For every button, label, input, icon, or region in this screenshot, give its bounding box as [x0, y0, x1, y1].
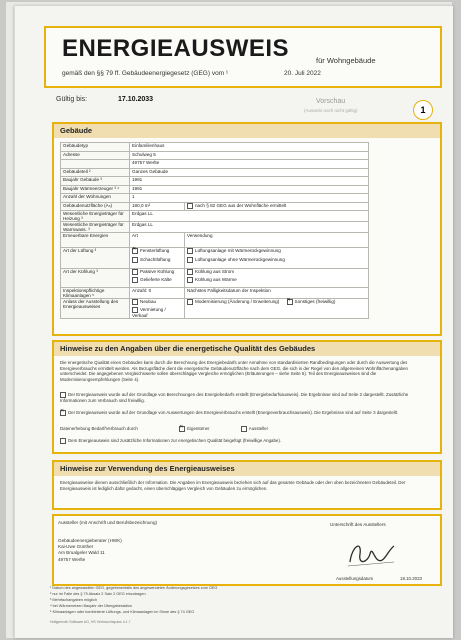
usage-text: Energieausweise dienen ausschließlich der Information. Die Angaben im Energieausweis beziehen sich auf das gesamte Gebäude oder den oben bezeichneten Gebäudeteil. Der Energieausweis ist lediglich dafür gedacht, einen überschlägigen Vergleich von Gebäuden zu ermöglichen.: [60, 480, 406, 491]
table-row: Gebäudetyp Einfamilienhaus: [61, 143, 369, 152]
table-row: Anzahl der Wohnungen 1: [61, 194, 369, 203]
valid-until-date: 17.10.2033: [118, 96, 154, 103]
building-section-title: Gebäude: [54, 124, 440, 138]
header-box: [44, 26, 442, 88]
table-row: Gebäudenutzfläche (Aₙ) 180,0 m² nach § 82 GEG aus der Wohnfläche ermittelt: [61, 202, 369, 211]
checkbox-modernisierung[interactable]: [187, 299, 193, 305]
checkbox-additional-info[interactable]: [60, 438, 66, 444]
checkbox-lueftung-ohne-wrg[interactable]: [187, 257, 193, 263]
table-row: Art der Lüftung ³ ✕ Fensterlüftung Schachtlüftung Lüftungsanlage mit Wärmerückgewinnung Lüftungsanlage ohne Wärmerückgewinnung: [61, 248, 369, 269]
issuer-label: Aussteller (mit Anschrift und Berufsbezeichnung): [58, 520, 158, 525]
software-note: Hottgenroth Software AG, HS Verbrauchspass 4.1.7: [50, 620, 131, 624]
table-row: Wesentliche Energieträger für Warmwass. ³ Erdgas LL: [61, 222, 369, 233]
footnote: ² nur im Falle des § 79 Absatz 2 Satz 2 GEG einzutragen: [50, 592, 146, 596]
preview-label: Vorschau: [316, 98, 346, 105]
checkbox-lueftung-mit-wrg[interactable]: [187, 248, 193, 254]
issuer-address: Gebäudeenergieberater (HWK) Kai-Uwe Günther Am Brualgeler Wald 11 49757 Werlte: [58, 538, 122, 562]
building-table: [60, 142, 369, 319]
usage-section: [52, 460, 442, 510]
checkbox-aussteller[interactable]: [241, 426, 247, 432]
checkbox-eigentuemer[interactable]: [179, 426, 185, 432]
notes-text: Die energetische Qualität eines Gebäudes kann durch die Berechnung des Energiebedarfs unter Annahme von standardisierten Randbedingungen oder durch die Auswertung des Energieverbrauchs ermittelt werden. Als Bezugsfläche dient die energetische Gebäudenutzfläche nach dem GEG, die sich in der Regel von den allgemeinen Wohnflächenangaben unterscheidet. Die angegebenen Vergleichswerte sollen überschlägige Vergleiche ermöglichen (Erläuterungen – siehe Seite 5). Teil des Energieausweises sind die Modernisierungsempfehlungen (Seite 4).: [60, 360, 408, 382]
checkbox-passive-kuehlung[interactable]: [132, 269, 138, 275]
table-row: Anlass der Ausstellung des Energieausweises Neubau Vermietung / Verkauf Modernisierung (Änderung / Erweiterung) ✕ Sonstiges (freiwillig): [61, 299, 369, 319]
table-row: Wesentliche Energieträger für Heizung ³ Erdgas LL: [61, 211, 369, 222]
option-verbrauchsausweis: ✕Der Energieausweis wurde auf der Grundlage von Auswertungen des Energieverbrauchs erstellt (Energieverbrauchsausweis). Die Ergebnisse sind auf Seite 3 dargestellt.: [60, 410, 432, 416]
document-title: ENERGIEAUSWEIS: [62, 35, 290, 62]
checkbox-vermietung-verkauf[interactable]: [132, 307, 138, 313]
issue-date: 18.10.2023: [400, 576, 422, 581]
building-section: [52, 122, 442, 336]
valid-until-label: Gültig bis:: [56, 96, 88, 103]
issuer-section: [52, 514, 442, 586]
table-row: Art der Kühlung ³ Passive Kühlung Gelieferte Kälte Kühlung aus Strom Kühlung aus Wärme: [61, 269, 369, 288]
checkbox-sonstiges[interactable]: [287, 299, 293, 305]
law-reference: gemäß den §§ 79 ff. Gebäudeenergiegesetz (GEG) vom ¹: [62, 70, 229, 77]
table-row: Baujahr Wärmeerzeuger ³ ⁴ 1991: [61, 185, 369, 194]
table-row: 49757 Werlte: [61, 160, 369, 169]
option-additional-info: Dem Energieausweis sind zusätzliche Informationen zur energetischen Qualität beigefügt (freiwillige Angabe).: [60, 438, 281, 444]
checkbox-neubau[interactable]: [132, 299, 138, 305]
preview-note: (Ausweis noch nicht gültig): [304, 108, 358, 113]
checkbox-kuehlung-strom[interactable]: [187, 269, 193, 275]
checkbox-verbrauchsausweis[interactable]: [60, 410, 66, 416]
table-row: Erneuerbare Energien Art Verwendung: [61, 233, 369, 248]
page-number-badge: 1: [413, 100, 433, 120]
signature-label: Unterschrift des Ausstellers: [330, 522, 386, 527]
checkbox-gelieferte-kaelte[interactable]: [132, 277, 138, 283]
table-row: Baujahr Gebäude ³ 1991: [61, 177, 369, 186]
document-subtitle: für Wohngebäude: [316, 56, 376, 65]
data-collection-row: Datenerhebung Bedarf/Verbrauch durch ✕ Eigentümer Aussteller: [60, 426, 268, 432]
checkbox-bedarfsausweis[interactable]: [60, 392, 66, 398]
footnote: ³ Mehrfachangaben möglich: [50, 598, 98, 602]
checkbox-schachtlueftung[interactable]: [132, 257, 138, 263]
signature-image: [344, 532, 404, 572]
table-row: Inspektionspflichtige Klimaanlagen ⁵ Anzahl: 0 Nächstes Fälligkeitsdatum der Inspektion: [61, 288, 369, 299]
footnote: ⁴ bei Wärmenetzen Baujahr der Übergabestation: [50, 604, 133, 608]
option-bedarfsausweis: Der Energieausweis wurde auf der Grundlage von Berechnungen des Energiebedarfs erstellt (Energiebedarfsausweis). Die Ergebnisse sind auf Seite 2 dargestellt. Zusätzliche Informationen zum Verbrauch sind freiwillig.: [60, 392, 409, 403]
checkbox-kuehlung-waerme[interactable]: [187, 277, 193, 283]
issue-date-label: Ausstellungsdatum: [336, 576, 374, 581]
footnote: ⁵ Klimaanlagen oder kombinierte Lüftungs- und Klimaanlagen im Sinne des § 74 GEG: [50, 610, 195, 614]
checkbox-area-note[interactable]: [187, 203, 193, 209]
law-date: 20. Juli 2022: [284, 70, 321, 77]
table-row: Gebäudeteil ² Ganzes Gebäude: [61, 168, 369, 177]
table-row: Adresse Schulweg 5: [61, 151, 369, 160]
checkbox-fensterlueftung[interactable]: [132, 248, 138, 254]
usage-section-title: Hinweise zur Verwendung des Energieausweises: [54, 462, 440, 476]
footnote: ¹ Datum des angewandten GEG, gegebenenfalls des angewendeten Änderungsgesetzes zum GEG: [50, 586, 218, 590]
notes-section-title: Hinweise zu den Angaben über die energetische Qualität des Gebäudes: [54, 342, 440, 356]
notes-section: [52, 340, 442, 454]
